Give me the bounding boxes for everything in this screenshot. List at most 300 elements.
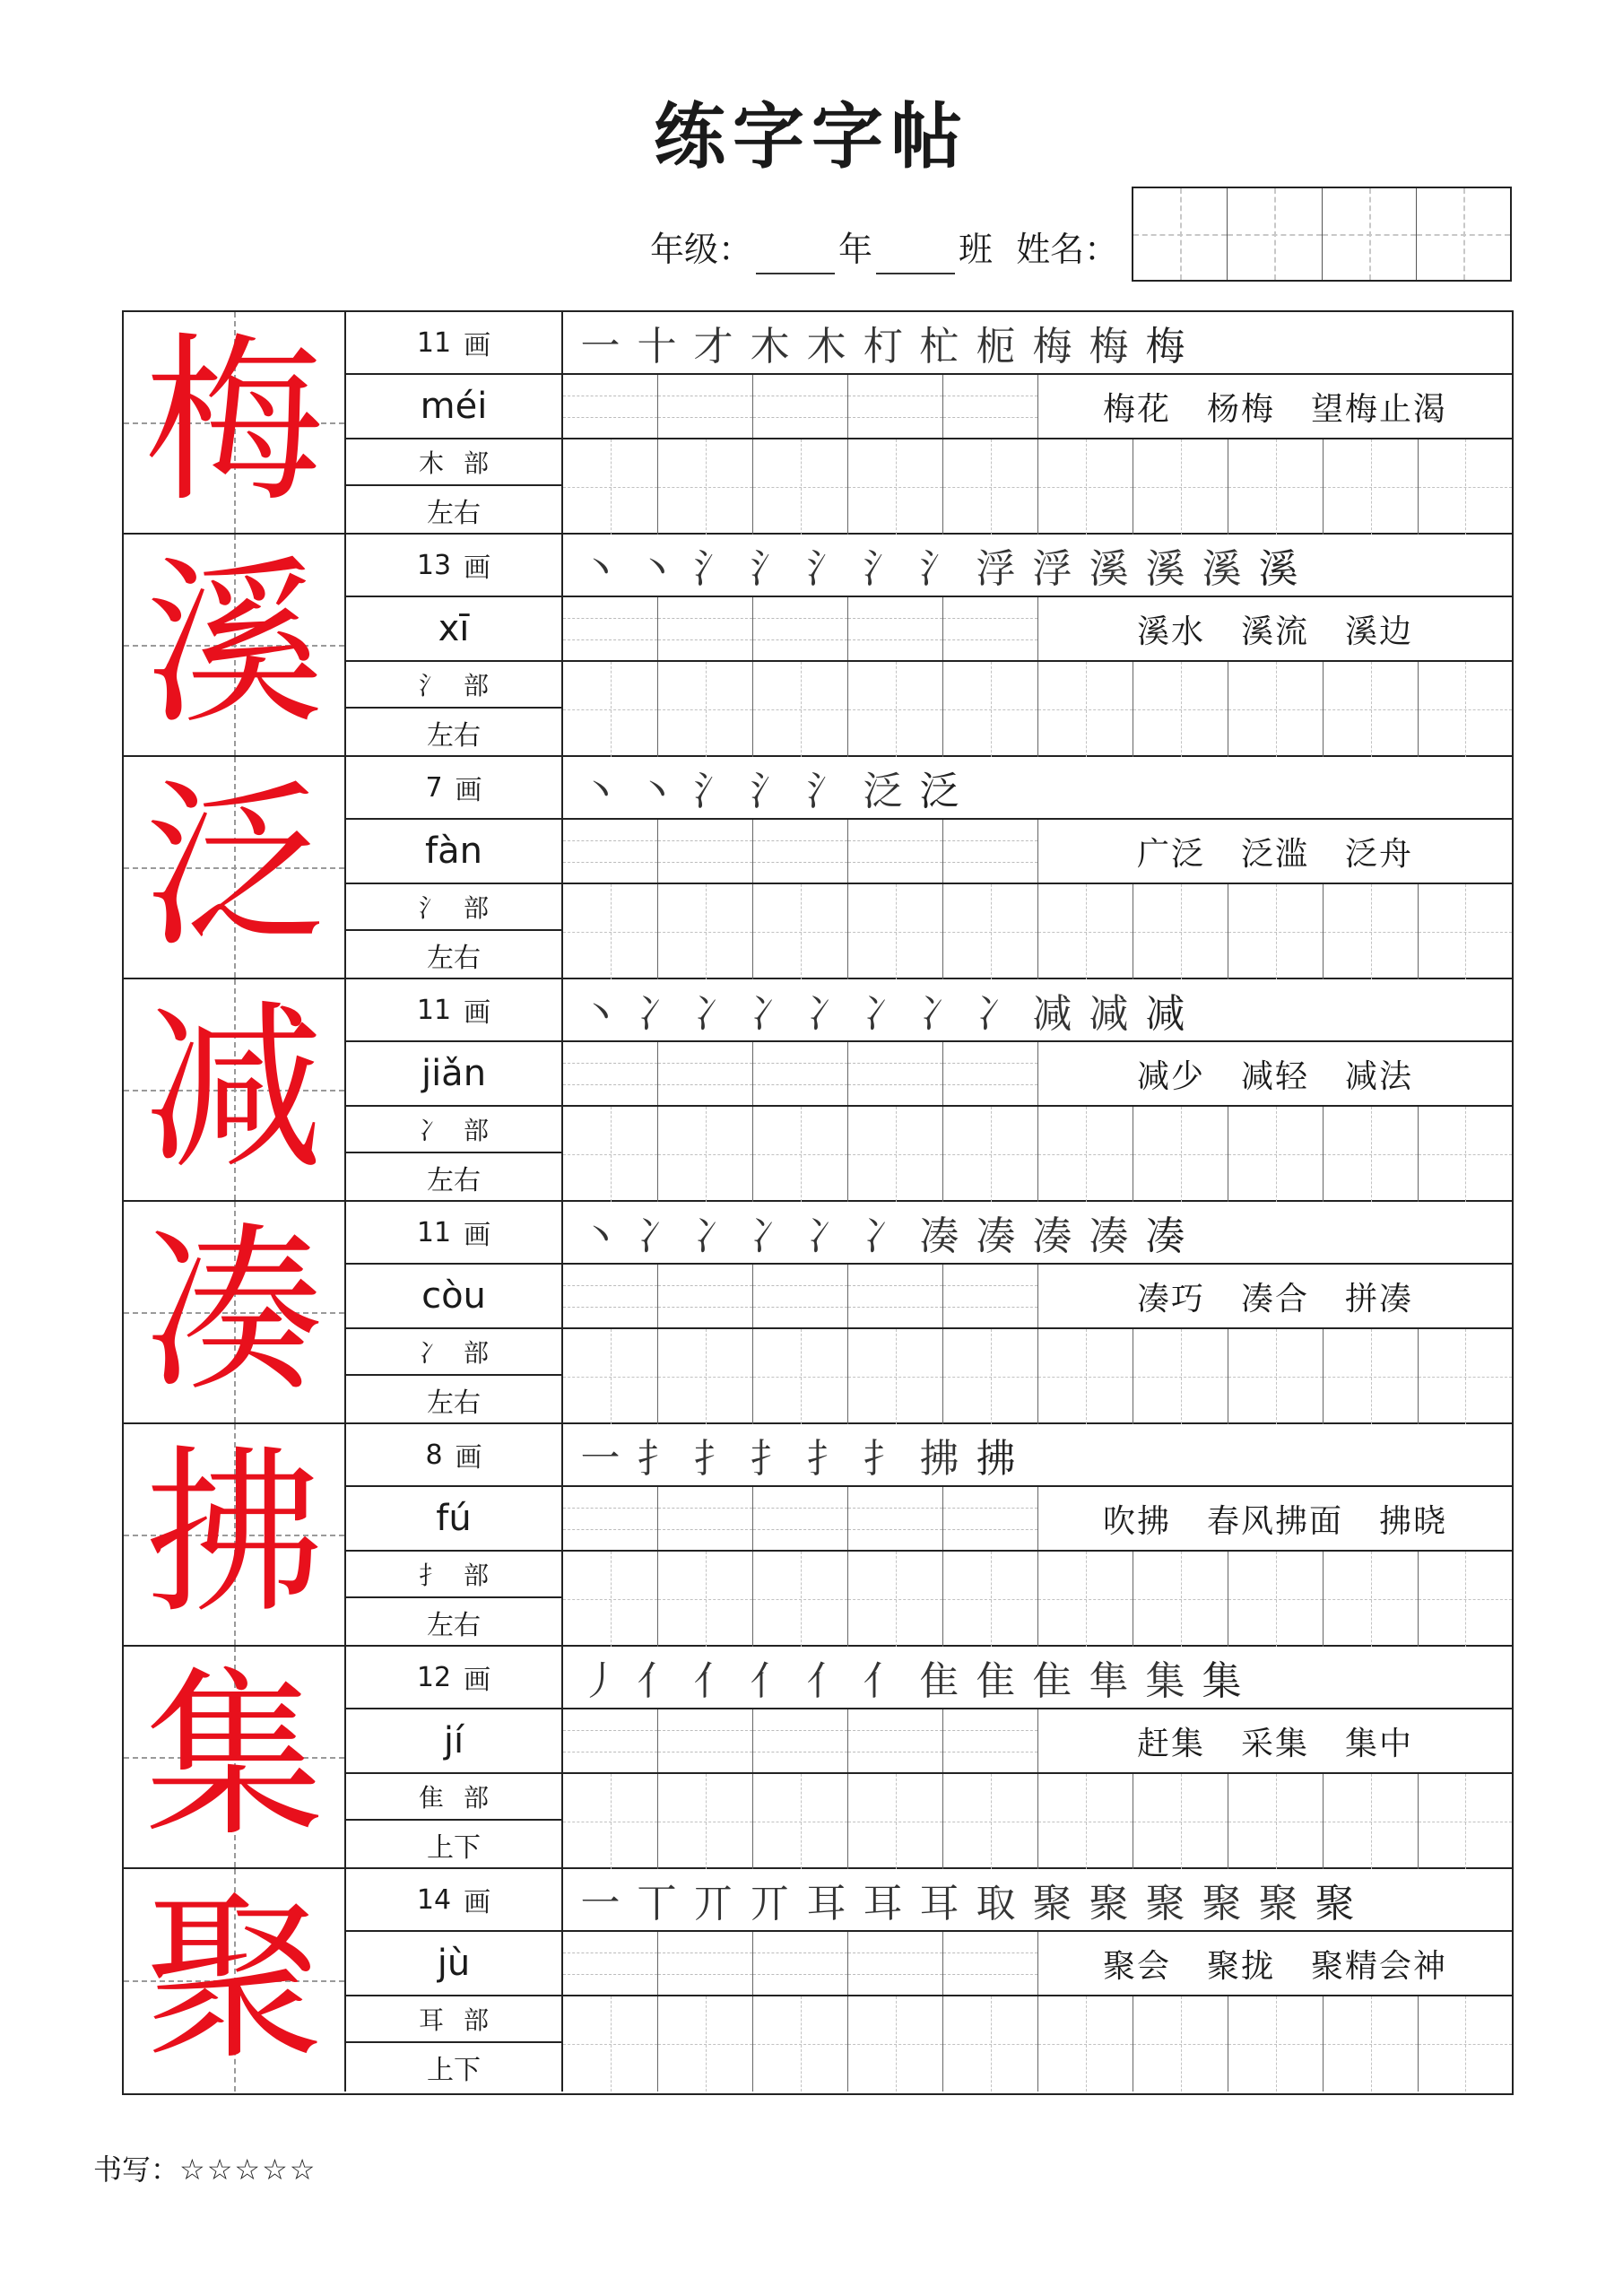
- writing-cell[interactable]: [753, 1552, 848, 1647]
- word-example: 凑巧: [1136, 1280, 1205, 1318]
- writing-cell[interactable]: [1419, 1107, 1512, 1202]
- pinyin-writing-row: [563, 1265, 1512, 1329]
- writing-cell[interactable]: [848, 1774, 943, 1869]
- stroke-step: 浮: [1032, 546, 1072, 592]
- writing-cell[interactable]: [848, 1107, 943, 1202]
- stroke-step: 凑: [976, 1213, 1016, 1259]
- stroke-step: 聚: [1258, 1881, 1298, 1926]
- word-examples: [1038, 1042, 1512, 1105]
- word-example: 杨梅: [1206, 390, 1275, 428]
- stroke-step: 一: [580, 324, 621, 370]
- pinyin-writing-row: [563, 1487, 1512, 1552]
- writing-cell[interactable]: [1419, 1774, 1512, 1869]
- writing-grid-row: [563, 1774, 1512, 1869]
- pinyin: fàn: [346, 820, 561, 884]
- writing-cell[interactable]: [943, 884, 1038, 979]
- practice-area: [563, 979, 1512, 1200]
- stroke-order: [563, 1424, 1512, 1487]
- writing-cell[interactable]: [1038, 1996, 1133, 2092]
- writing-cell[interactable]: [658, 1552, 753, 1647]
- name-cell[interactable]: [1417, 188, 1510, 280]
- writing-cell[interactable]: [1038, 1329, 1133, 1424]
- stroke-step: 聚: [1145, 1881, 1185, 1926]
- stroke-step: 扌: [693, 1436, 733, 1482]
- writing-cell[interactable]: [1324, 1329, 1419, 1424]
- writing-cell[interactable]: [1133, 1774, 1228, 1869]
- character-info: [346, 1869, 563, 2092]
- radical-char: 冫: [418, 1116, 444, 1145]
- writing-cell[interactable]: [658, 1329, 753, 1424]
- stroke-step: 梅: [1089, 324, 1129, 370]
- writing-cell[interactable]: [1133, 1107, 1228, 1202]
- stroke-step: 冫: [806, 1213, 846, 1259]
- stroke-step: 冫: [863, 991, 903, 1037]
- writing-cell[interactable]: [943, 1552, 1038, 1647]
- name-cell[interactable]: [1228, 188, 1322, 280]
- writing-cell[interactable]: [1324, 662, 1419, 757]
- model-character-cell: [124, 979, 346, 1200]
- pinyin-writing-row: [563, 820, 1512, 884]
- stroke-count: [346, 535, 561, 597]
- writing-cell[interactable]: [563, 662, 658, 757]
- writing-cell[interactable]: [848, 1996, 943, 2092]
- pinyin-writing-row: [563, 1932, 1512, 1996]
- radical-unit: 部: [464, 1783, 490, 1813]
- stroke-step: 隹: [919, 1658, 959, 1704]
- pinyin-writing-cell[interactable]: [943, 1932, 1038, 1995]
- stroke-step: 扌: [637, 1436, 677, 1482]
- pinyin-writing-cell[interactable]: [658, 375, 753, 438]
- stroke-unit: 画: [464, 1887, 491, 1918]
- pinyin: xī: [346, 597, 561, 662]
- name-box[interactable]: [1132, 187, 1512, 282]
- writing-cell[interactable]: [1228, 1996, 1324, 2092]
- pinyin-writing-cell[interactable]: [848, 820, 943, 883]
- stroke-number: 13: [416, 549, 452, 581]
- radical-char: 氵: [418, 671, 444, 700]
- radical: [346, 1107, 561, 1153]
- pinyin-writing-cell[interactable]: [658, 1487, 753, 1550]
- pinyin-writing-cell[interactable]: [563, 1265, 658, 1327]
- stroke-step: 亻: [637, 1658, 677, 1704]
- stroke-order: [563, 535, 1512, 597]
- writing-cell[interactable]: [1324, 1107, 1419, 1202]
- pinyin-writing-cell[interactable]: [658, 1932, 753, 1995]
- pinyin-writing-cell[interactable]: [848, 1487, 943, 1550]
- pinyin-writing-cell[interactable]: [753, 1487, 848, 1550]
- model-character-cell: [124, 1202, 346, 1422]
- writing-cell[interactable]: [943, 439, 1038, 535]
- structure: 上下: [427, 2055, 481, 2086]
- stroke-step: 凑: [1145, 1213, 1185, 1259]
- pinyin: jí: [346, 1709, 561, 1774]
- word-example: 减少: [1136, 1057, 1205, 1095]
- stroke-step: 枙: [976, 324, 1016, 370]
- writing-cell[interactable]: [1133, 662, 1228, 757]
- writing-cell[interactable]: [753, 1329, 848, 1424]
- writing-cell[interactable]: [1228, 662, 1324, 757]
- stroke-step: 凑: [1032, 1213, 1072, 1259]
- grade-blank[interactable]: [756, 237, 835, 274]
- writing-cell[interactable]: [1324, 439, 1419, 535]
- writing-grid-row: [563, 884, 1512, 979]
- character-block: [124, 1647, 1512, 1869]
- word-example: 聚拢: [1206, 1947, 1275, 1985]
- pinyin-writing-cell[interactable]: [658, 1709, 753, 1772]
- stroke-step: 丿: [580, 1658, 621, 1704]
- writing-cell[interactable]: [1133, 439, 1228, 535]
- writing-cell[interactable]: [1324, 1996, 1419, 2092]
- character-info: [346, 1424, 563, 1645]
- stroke-step: 丶: [580, 546, 621, 592]
- writing-cell[interactable]: [563, 1996, 658, 2092]
- writing-cell[interactable]: [658, 1774, 753, 1869]
- practice-area: [563, 1647, 1512, 1867]
- writing-cell[interactable]: [1228, 1774, 1324, 1869]
- stroke-step: 冫: [637, 991, 677, 1037]
- stroke-step: 溪: [1202, 546, 1242, 592]
- pinyin-writing-cell[interactable]: [563, 1487, 658, 1550]
- pinyin-writing-cell[interactable]: [943, 1265, 1038, 1327]
- writing-cell[interactable]: [563, 1107, 658, 1202]
- writing-cell[interactable]: [1228, 884, 1324, 979]
- stroke-step: 丅: [637, 1881, 677, 1926]
- writing-cell[interactable]: [848, 662, 943, 757]
- writing-cell[interactable]: [658, 1996, 753, 2092]
- pinyin-writing-cell[interactable]: [563, 375, 658, 438]
- word-example: 采集: [1240, 1725, 1309, 1762]
- stroke-step: 氵: [806, 769, 846, 814]
- pinyin: méi: [346, 375, 561, 439]
- stroke-number: 8: [425, 1439, 443, 1471]
- class-label: 班: [959, 230, 994, 269]
- stroke-step: 集: [1202, 1658, 1242, 1704]
- stroke-step: 隹: [1032, 1658, 1072, 1704]
- model-character: 溪: [143, 540, 324, 749]
- stroke-step: 丶: [637, 769, 677, 814]
- character-info: [346, 757, 563, 978]
- stroke-step: 朾: [863, 324, 903, 370]
- pinyin-writing-cell[interactable]: [563, 597, 658, 660]
- writing-cell[interactable]: [848, 884, 943, 979]
- radical: [346, 1329, 561, 1376]
- character-block: [124, 535, 1512, 757]
- pinyin-writing-cell[interactable]: [658, 820, 753, 883]
- radical-char: 隹: [418, 1783, 444, 1813]
- writing-cell[interactable]: [943, 662, 1038, 757]
- structure: 左右: [427, 1610, 481, 1641]
- writing-cell[interactable]: [753, 1996, 848, 2092]
- writing-cell[interactable]: [753, 1107, 848, 1202]
- rating-label: 书写：: [93, 2152, 180, 2187]
- class-blank[interactable]: [876, 237, 955, 274]
- pinyin-writing-row: [563, 1709, 1512, 1774]
- stroke-step: 减: [1032, 991, 1072, 1037]
- writing-cell[interactable]: [563, 1552, 658, 1647]
- stroke-step: 冫: [919, 991, 959, 1037]
- pinyin-writing-cell[interactable]: [563, 1042, 658, 1105]
- writing-cell[interactable]: [1228, 439, 1324, 535]
- writing-cell[interactable]: [1228, 1329, 1324, 1424]
- character-block: [124, 1869, 1512, 2092]
- name-cell[interactable]: [1133, 188, 1228, 280]
- pinyin-writing-cell[interactable]: [658, 1042, 753, 1105]
- writing-cell[interactable]: [1419, 884, 1512, 979]
- structure: 上下: [427, 1832, 481, 1864]
- stroke-step: 溪: [1258, 546, 1298, 592]
- writing-cell[interactable]: [943, 1774, 1038, 1869]
- word-example: 泛滥: [1240, 835, 1309, 873]
- writing-cell[interactable]: [753, 884, 848, 979]
- writing-cell[interactable]: [753, 1774, 848, 1869]
- stroke-step: 拂: [976, 1436, 1016, 1482]
- stroke-step: 亻: [693, 1658, 733, 1704]
- pinyin-writing-cell[interactable]: [848, 1042, 943, 1105]
- word-example: 赶集: [1136, 1725, 1205, 1762]
- pinyin-writing-cell[interactable]: [943, 1042, 1038, 1105]
- word-examples: [1038, 1265, 1512, 1327]
- stroke-count: [346, 757, 561, 820]
- writing-cell[interactable]: [1038, 1107, 1133, 1202]
- stroke-step: 聚: [1089, 1881, 1129, 1926]
- model-character-cell: [124, 757, 346, 978]
- stroke-step: 氵: [806, 546, 846, 592]
- pinyin-writing-cell[interactable]: [753, 1932, 848, 1995]
- stroke-step: 减: [1145, 991, 1185, 1037]
- stroke-order: [563, 1202, 1512, 1265]
- pinyin-writing-cell[interactable]: [658, 597, 753, 660]
- pinyin-writing-cell[interactable]: [753, 820, 848, 883]
- word-examples: [1038, 1709, 1512, 1772]
- radical-char: 扌: [418, 1561, 444, 1590]
- pinyin-writing-cell[interactable]: [943, 375, 1038, 438]
- pinyin-writing-row: [563, 597, 1512, 662]
- pinyin-writing-cell[interactable]: [753, 375, 848, 438]
- stroke-step: 丶: [580, 769, 621, 814]
- pinyin-writing-cell[interactable]: [753, 1042, 848, 1105]
- stroke-number: 7: [425, 771, 443, 804]
- pinyin-writing-cell[interactable]: [848, 1265, 943, 1327]
- writing-cell[interactable]: [658, 439, 753, 535]
- stroke-step: 木: [750, 324, 790, 370]
- word-example: 春风拂面: [1206, 1502, 1343, 1540]
- stroke-step: 冫: [976, 991, 1016, 1037]
- stroke-step: 冫: [806, 991, 846, 1037]
- practice-area: [563, 1869, 1512, 2092]
- pinyin-writing-cell[interactable]: [563, 820, 658, 883]
- writing-cell[interactable]: [658, 884, 753, 979]
- stroke-step: 耳: [863, 1881, 903, 1926]
- word-examples: [1038, 375, 1512, 438]
- practice-area: [563, 1202, 1512, 1422]
- pinyin-writing-cell[interactable]: [753, 1265, 848, 1327]
- structure: 左右: [427, 1165, 481, 1196]
- pinyin-writing-cell[interactable]: [943, 597, 1038, 660]
- stroke-unit: 画: [464, 1220, 491, 1251]
- word-example: 聚会: [1102, 1947, 1171, 1985]
- year-label: 年: [838, 230, 873, 269]
- writing-cell[interactable]: [1419, 1329, 1512, 1424]
- character-block: [124, 1424, 1512, 1647]
- pinyin-writing-cell[interactable]: [753, 1709, 848, 1772]
- writing-cell[interactable]: [848, 1329, 943, 1424]
- radical-unit: 部: [464, 893, 490, 923]
- character-block: [124, 312, 1512, 535]
- word-example: 减轻: [1240, 1057, 1309, 1095]
- model-character-cell: [124, 1647, 346, 1867]
- pinyin-writing-cell[interactable]: [943, 1709, 1038, 1772]
- writing-cell[interactable]: [1038, 884, 1133, 979]
- writing-cell[interactable]: [753, 439, 848, 535]
- stroke-step: 一: [580, 1881, 621, 1926]
- stroke-step: 杧: [919, 324, 959, 370]
- model-character: 凑: [143, 1207, 324, 1416]
- word-example: 拂晓: [1379, 1502, 1448, 1540]
- word-example: 梅花: [1102, 390, 1171, 428]
- stroke-step: 拂: [919, 1436, 959, 1482]
- writing-grid-row: [563, 1107, 1512, 1202]
- word-example: 溪流: [1240, 613, 1309, 650]
- writing-cell[interactable]: [1419, 662, 1512, 757]
- writing-cell[interactable]: [658, 1107, 753, 1202]
- writing-cell[interactable]: [1038, 662, 1133, 757]
- stroke-step: 减: [1089, 991, 1129, 1037]
- writing-cell[interactable]: [943, 1329, 1038, 1424]
- writing-cell[interactable]: [848, 1552, 943, 1647]
- word-example: 拼凑: [1345, 1280, 1414, 1318]
- writing-cell[interactable]: [658, 662, 753, 757]
- writing-cell[interactable]: [848, 439, 943, 535]
- stroke-unit: 画: [464, 552, 491, 584]
- word-examples: [1038, 820, 1512, 883]
- radical-unit: 部: [464, 1116, 490, 1145]
- writing-cell[interactable]: [1419, 1996, 1512, 2092]
- stroke-unit: 画: [455, 775, 482, 806]
- stroke-step: 隼: [1089, 1658, 1129, 1704]
- pinyin-writing-cell[interactable]: [943, 1487, 1038, 1550]
- writing-cell[interactable]: [1038, 1774, 1133, 1869]
- radical-unit: 部: [464, 1561, 490, 1590]
- grade-label: 年级：: [650, 230, 753, 269]
- stroke-step: 隹: [976, 1658, 1016, 1704]
- writing-cell[interactable]: [1324, 1552, 1419, 1647]
- writing-cell[interactable]: [1133, 1329, 1228, 1424]
- stroke-step: 十: [637, 324, 677, 370]
- model-character-cell: [124, 535, 346, 755]
- stroke-step: 氵: [863, 546, 903, 592]
- writing-cell[interactable]: [1133, 884, 1228, 979]
- stroke-number: 14: [416, 1883, 452, 1916]
- writing-cell[interactable]: [753, 662, 848, 757]
- writing-cell[interactable]: [563, 1329, 658, 1424]
- stroke-step: 扌: [750, 1436, 790, 1482]
- radical-char: 氵: [418, 893, 444, 923]
- stroke-step: 泛: [863, 769, 903, 814]
- writing-cell[interactable]: [1324, 1774, 1419, 1869]
- star-rating[interactable]: ☆☆☆☆☆: [179, 2152, 317, 2187]
- writing-cell[interactable]: [1419, 439, 1512, 535]
- writing-cell[interactable]: [1228, 1552, 1324, 1647]
- pinyin-writing-cell[interactable]: [848, 375, 943, 438]
- name-cell[interactable]: [1323, 188, 1417, 280]
- character-info: [346, 1202, 563, 1422]
- word-examples: [1038, 597, 1512, 660]
- writing-grid-row: [563, 1996, 1512, 2092]
- writing-cell[interactable]: [943, 1996, 1038, 2092]
- model-character-cell: [124, 1424, 346, 1645]
- writing-cell[interactable]: [1419, 1552, 1512, 1647]
- stroke-step: 才: [693, 324, 733, 370]
- word-examples: [1038, 1487, 1512, 1550]
- character-info: [346, 979, 563, 1200]
- character-block: [124, 1202, 1512, 1424]
- stroke-step: 扌: [863, 1436, 903, 1482]
- radical-char: 耳: [418, 2005, 444, 2035]
- stroke-step: 丶: [637, 546, 677, 592]
- pinyin-writing-cell[interactable]: [848, 597, 943, 660]
- stroke-order: [563, 979, 1512, 1042]
- pinyin: jù: [346, 1932, 561, 1996]
- writing-cell[interactable]: [1133, 1552, 1228, 1647]
- writing-cell[interactable]: [1324, 884, 1419, 979]
- pinyin-writing-row: [563, 1042, 1512, 1107]
- stroke-step: 丌: [693, 1881, 733, 1926]
- pinyin-writing-cell[interactable]: [848, 1709, 943, 1772]
- writing-cell[interactable]: [943, 1107, 1038, 1202]
- writing-cell[interactable]: [1228, 1107, 1324, 1202]
- writing-cell[interactable]: [563, 1774, 658, 1869]
- pinyin-writing-cell[interactable]: [563, 1932, 658, 1995]
- word-example: 广泛: [1136, 835, 1205, 873]
- pinyin-writing-row: [563, 375, 1512, 439]
- pinyin-writing-cell[interactable]: [943, 820, 1038, 883]
- student-info: [650, 224, 1118, 274]
- structure: 左右: [427, 498, 481, 529]
- stroke-count: [346, 312, 561, 375]
- radical-char: 冫: [418, 1338, 444, 1368]
- stroke-unit: 画: [455, 1442, 482, 1474]
- stroke-step: 冫: [750, 1213, 790, 1259]
- stroke-step: 亻: [750, 1658, 790, 1704]
- writing-cell[interactable]: [563, 439, 658, 535]
- writing-cell[interactable]: [563, 884, 658, 979]
- stroke-step: 冫: [637, 1213, 677, 1259]
- stroke-step: 聚: [1202, 1881, 1242, 1926]
- stroke-unit: 画: [464, 330, 491, 361]
- pinyin-writing-cell[interactable]: [563, 1709, 658, 1772]
- stroke-step: 耳: [919, 1881, 959, 1926]
- stroke-step: 冫: [693, 991, 733, 1037]
- writing-cell[interactable]: [1133, 1996, 1228, 2092]
- writing-cell[interactable]: [1038, 439, 1133, 535]
- practice-sheet: [122, 310, 1514, 2095]
- model-character: 聚: [143, 1875, 324, 2084]
- radical-unit: 部: [464, 448, 490, 478]
- pinyin-writing-cell[interactable]: [848, 1932, 943, 1995]
- word-example: 泛舟: [1345, 835, 1414, 873]
- practice-area: [563, 312, 1512, 533]
- stroke-step: 浮: [976, 546, 1016, 592]
- pinyin-writing-cell[interactable]: [753, 597, 848, 660]
- character-block: [124, 979, 1512, 1202]
- pinyin: còu: [346, 1265, 561, 1329]
- stroke-step: 丶: [580, 991, 621, 1037]
- writing-cell[interactable]: [1038, 1552, 1133, 1647]
- stroke-step: 耳: [806, 1881, 846, 1926]
- page-title: 练字字帖: [654, 94, 969, 178]
- stroke-number: 11: [416, 326, 452, 359]
- pinyin-writing-cell[interactable]: [658, 1265, 753, 1327]
